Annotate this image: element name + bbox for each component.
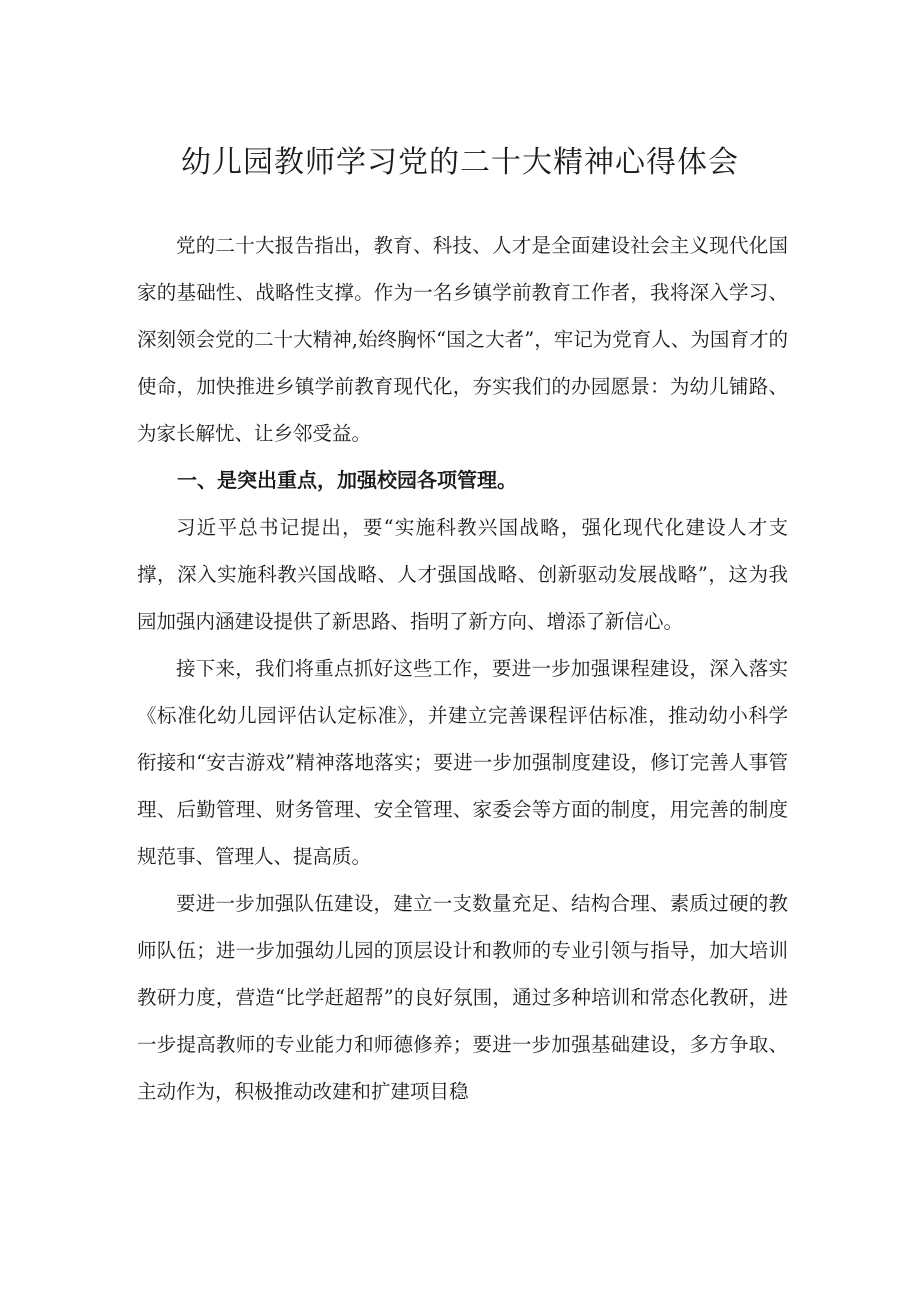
paragraph-team-building: 要进一步加强队伍建设，建立一支数量充足、结构合理、素质过硬的教师队伍；进一步加强幼儿园的顶层设计和教师的专业引领与指导，加大培训教研力度，营造“比学赶超帮”的良好氛围，通过多种培训和常态化教研，进一步提高教师的专业能力和师德修养；要进一步加强基础建设，多方争取、主动作为，积极推动改建和扩建项目稳 [137,892,788,1103]
paragraph-intro: 党的二十大报告指出，教育、科技、人才是全面建设社会主义现代化国家的基础性、战略性支撑。作为一名乡镇学前教育工作者，我将深入学习、深刻领会党的二十大精神,始终胸怀“国之大者”，牢记为党育人、为国育才的使命，加快推进乡镇学前教育现代化，夯实我们的办园愿景：为幼儿铺路、为家长解忧、让乡邻受益。 [137,234,788,445]
paragraph-next-steps: 接下来，我们将重点抓好这些工作，要进一步加强课程建设，深入落实《标准化幼儿园评估认定标准》，并建立完善课程评估标准，推动幼小科学衔接和“安吉游戏”精神落地落实；要进一步加强制度建设，修订完善人事管理、后勤管理、财务管理、安全管理、家委会等方面的制度，用完善的制度规范事、管理人、提高质。 [137,657,788,868]
document-title: 幼儿园教师学习党的二十大精神心得体会 [181,145,739,180]
section-heading-1: 一、是突出重点，加强校园各项管理。 [177,468,517,492]
document-body [137,222,788,1115]
paragraph-quote: 习近平总书记提出，要“实施科教兴国战略，强化现代化建设人才支撑，深入实施科教兴国战略、人才强国战略、创新驱动发展战略”，这为我园加强内涵建设提供了新思路、指明了新方向、增添了新信心。 [137,516,788,633]
